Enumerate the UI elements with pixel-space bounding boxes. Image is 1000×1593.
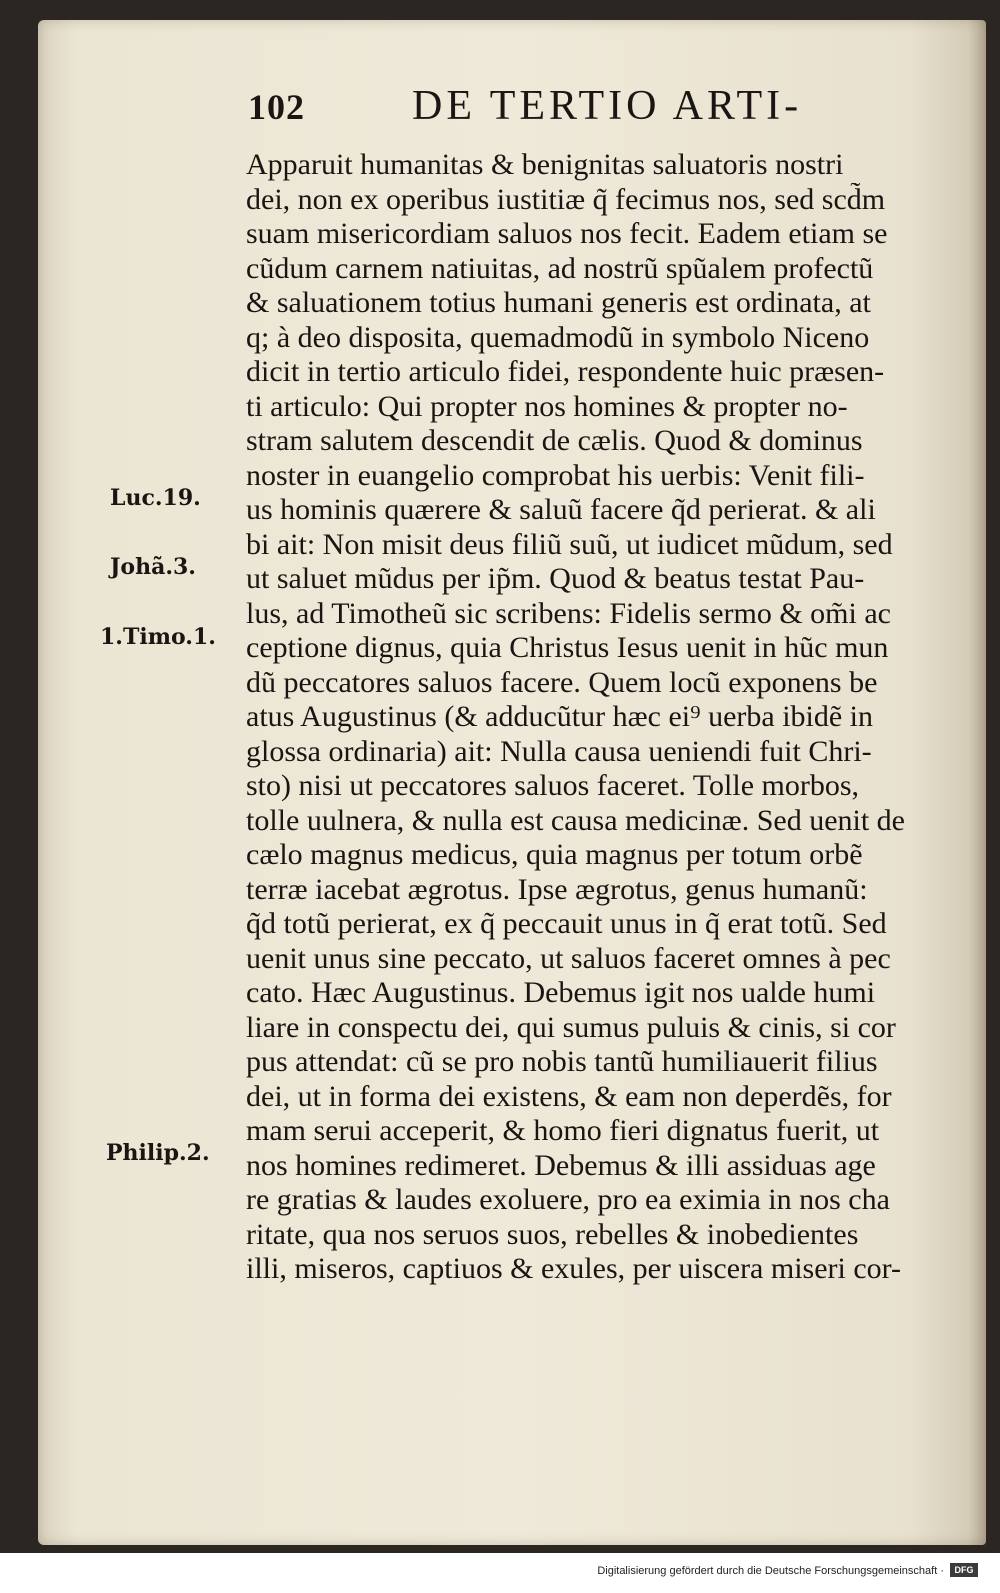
- footer-bar: [0, 1553, 1000, 1593]
- text-line: Apparuit humanitas & benignitas saluatoris nostri: [246, 148, 844, 181]
- text-line: tolle uulnera, & nulla est causa medicinæ. Sed uenit de: [246, 803, 905, 837]
- text-line: cũdum carnem natiuitas, ad nostrũ spũalem profectũ: [246, 251, 874, 285]
- text-line: dei, ut in forma dei existens, & eam non deperdẽs, for: [246, 1079, 892, 1113]
- text-line: ritate, qua nos seruos suos, rebelles & inobedientes: [246, 1217, 859, 1251]
- body-text: [246, 148, 986, 1287]
- text-line: nos homines redimeret. Debemus & illi assiduas age: [246, 1148, 876, 1182]
- text-line: & saluationem totius humani generis est ordinata, at: [246, 286, 871, 319]
- text-line: atus Augustinus (& adducũtur hæc ei⁹ uerba ibidẽ in: [246, 700, 874, 733]
- text-line: illi, miseros, captiuos & exules, per uiscera miseri cor-: [246, 1252, 902, 1285]
- text-line: stram salutem descendit de cælis. Quod & dominus: [246, 424, 863, 457]
- running-head-title: DE TERTIO ARTI-: [412, 83, 803, 129]
- text-line: ceptione dignus, quia Christus Iesus uenit in hũc mun: [246, 631, 889, 664]
- text-line: liare in conspectu dei, qui sumus puluis & cinis, si cor: [246, 1010, 896, 1044]
- text-line: noster in euangelio comprobat his uerbis: Venit fili-: [246, 458, 865, 492]
- running-head: [248, 80, 888, 132]
- text-line: glossa ordinaria) ait: Nulla causa ueniendi fuit Chri-: [246, 734, 872, 768]
- text-line: dicit in tertio articulo fidei, respondente huic præsen-: [246, 355, 885, 388]
- margin-note-joh: Johã.3.: [110, 554, 196, 580]
- text-line: bi ait: Non misit deus filiũ suũ, ut iudicet mũdum, sed: [246, 527, 893, 561]
- text-line: dũ peccatores saluos facere. Quem locũ exponens be: [246, 665, 878, 699]
- text-line: q; à deo disposita, quemadmodũ in symbolo Niceno: [246, 320, 870, 354]
- text-line: sto) nisi ut peccatores saluos faceret. Tolle morbos,: [246, 769, 860, 802]
- text-line: cato. Hæc Augustinus. Debemus igit nos ualde humi: [246, 976, 876, 1009]
- text-line: lus, ad Timotheũ sic scribens: Fidelis sermo & om̃i ac: [246, 596, 891, 630]
- text-line: us hominis quærere & saluũ facere q̃d perierat. & ali: [246, 493, 876, 526]
- text-line: cælo magnus medicus, quia magnus per totum orbẽ: [246, 838, 863, 871]
- margin-note-phil: Philip.2.: [106, 1140, 210, 1166]
- funding-credit: Digitalisierung gefördert durch die Deutsche Forschungsgemeinschaft ·: [597, 1565, 944, 1577]
- text-line: mam serui acceperit, & homo fieri dignatus fuerit, ut: [246, 1114, 880, 1147]
- dfg-logo-icon: DFG: [950, 1563, 978, 1577]
- margin-note-luc: Luc.19.: [110, 485, 201, 511]
- book-page: [38, 20, 986, 1545]
- text-line: terræ iacebat ægrotus. Ipse ægrotus, genus humanũ:: [246, 872, 868, 906]
- page-number: 102: [248, 87, 305, 127]
- text-line: ut saluet mũdus per ip̃m. Quod & beatus testat Pau-: [246, 562, 865, 595]
- text-line: pus attendat: cũ se pro nobis tantũ humiliauerit filius: [246, 1045, 878, 1078]
- text-line: q̃d totũ perierat, ex q̃ peccauit unus in q̃ erat totũ. Sed: [246, 907, 887, 940]
- text-line: dei, non ex operibus iustitiæ q̃ fecimus nos, sed scd̃m: [246, 182, 886, 216]
- text-line: suam misericordiam saluos nos fecit. Eadem etiam se: [246, 217, 888, 250]
- text-line: uenit unus sine peccato, ut saluos faceret omnes à pec: [246, 941, 891, 975]
- text-line: ti articulo: Qui propter nos homines & propter no-: [246, 389, 848, 423]
- text-line: re gratias & laudes exoluere, pro ea eximia in nos cha: [246, 1183, 890, 1216]
- margin-note-tim: 1.Timo.1.: [100, 624, 216, 650]
